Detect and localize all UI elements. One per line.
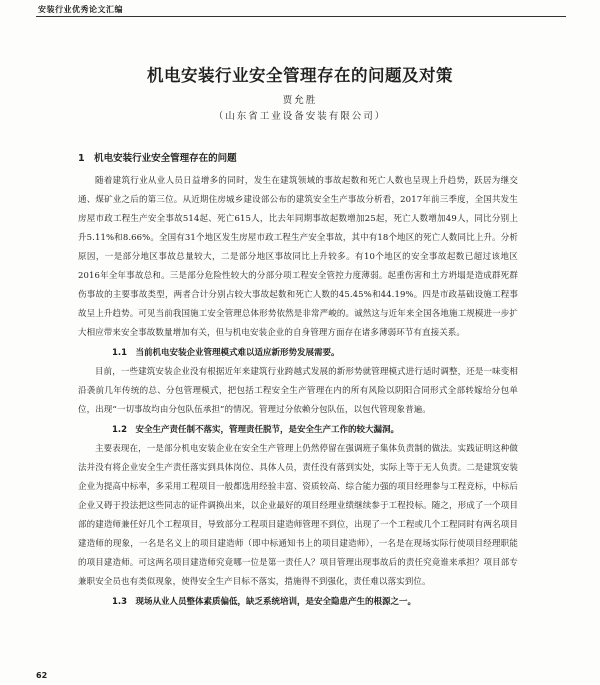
author: 贾允胜: [282, 95, 318, 106]
subsection-heading: 1.1 当前机电安装企业管理模式难以适应新形势发展需要。: [112, 348, 340, 358]
running-head: 安装行业优秀论文汇编: [38, 5, 123, 14]
article-body: [78, 172, 518, 612]
paragraph: 随着建筑行业从业人员日益增多的同时，发生在建筑领域的事故起数和死亡人数也呈现上升趋势，跃居为继交通、煤矿业之后的第三位。从近期住房城乡建设部公布的建筑安全生产事故分析看，2017年前三季度，全国共发生房屋市政工程生产安全事故514起、死亡615人，比去年同期事故起数增加25起，死亡人数增加49人，同比分别上升5.11%和8.66%。全国有31个地区发生房屋市政工程生产安全事故，其中有18个地区的死亡人数同比上升。分析原因，一是部分地区事故总量较大，二是部分地区事故同比上升较多。有10个地区的安全事故起数已超过该地区2016年全年事故总和。三是部分危险性较大的分部分项工程安全管控力度薄弱。起重伤害和土方坍塌是造成群死群伤事故的主要事故类型，两者合计分别占较大事故起数和死亡人数的45.45%和44.19%。四是市政基础设施工程事故呈上升趋势。可见当前我国施工安全管理总体形势依然是非常严峻的。诚然这与近年来全国各地施工规模进一步扩大相应带来安全事故数量增加有关，但与机电安装企业的自身管理方面存在诸多薄弱环节有直接关系。: [78, 176, 518, 338]
page-number: 62: [36, 671, 48, 680]
subsection-heading: 1.3 现场从业人员整体素质偏低，缺乏系统培训，是安全隐患产生的根源之一。: [112, 597, 417, 607]
paragraph: 目前，一些建筑安装企业没有根据近年来建筑行业跨越式发展的新形势就管理模式进行适时调整，还是一味变相沿袭前几年传统的总、分包管理模式，把包括工程安全生产管理在内的所有风险以阴阳合同形式全部转嫁给分包单位，出现“一切事故均由分包队伍承担”的情况。管理过分依赖分包队伍，以包代管现象普遍。: [78, 367, 518, 415]
subsection-heading: 1.2 安全生产责任制不落实，管理责任脱节，是安全生产工作的较大漏洞。: [112, 425, 400, 435]
paragraph: 主要表现在，一是部分机电安装企业在安全生产管理上仍然停留在强调班子集体负责制的做法。实践证明这种做法并没有将企业安全生产责任落实到具体岗位、具体人员，责任没有落到实处，实际上等于无人负责。二是建筑安装企业为提高中标率，多采用工程项目一般都选用经验丰富、资质较高、综合能力强的项目经理参与工程竞标，中标后企业又碍于投法把这些同志的证件调换出来，以企业最好的项目经理业绩继续参于工程投标。随之，形成了一个项目部的建造师兼任好几个工程项目，导致部分工程项目建造师管理不到位，出现了一个工程或几个工程同时有两名项目建造师的现象，一名是名义上的项目建造师（即中标通知书上的项目建造师），一名是在现场实际行使项目经理职能的项目建造师。可这两名项目建造师究竟哪一位是第一责任人？项目管理出现事故后的责任究竟谁来承担？项目部专兼职安全员也有类似现象，使得安全生产目标不落实，措施得不到强化，责任难以落实到位。: [78, 444, 518, 587]
header-divider: [36, 16, 566, 17]
article-title: 机电安装行业安全管理存在的问题及对策: [147, 66, 453, 85]
section-heading: 1 机电安装行业安全管理存在的问题: [78, 153, 237, 164]
affiliation: （山东省工业设备安装有限公司）: [213, 111, 387, 122]
